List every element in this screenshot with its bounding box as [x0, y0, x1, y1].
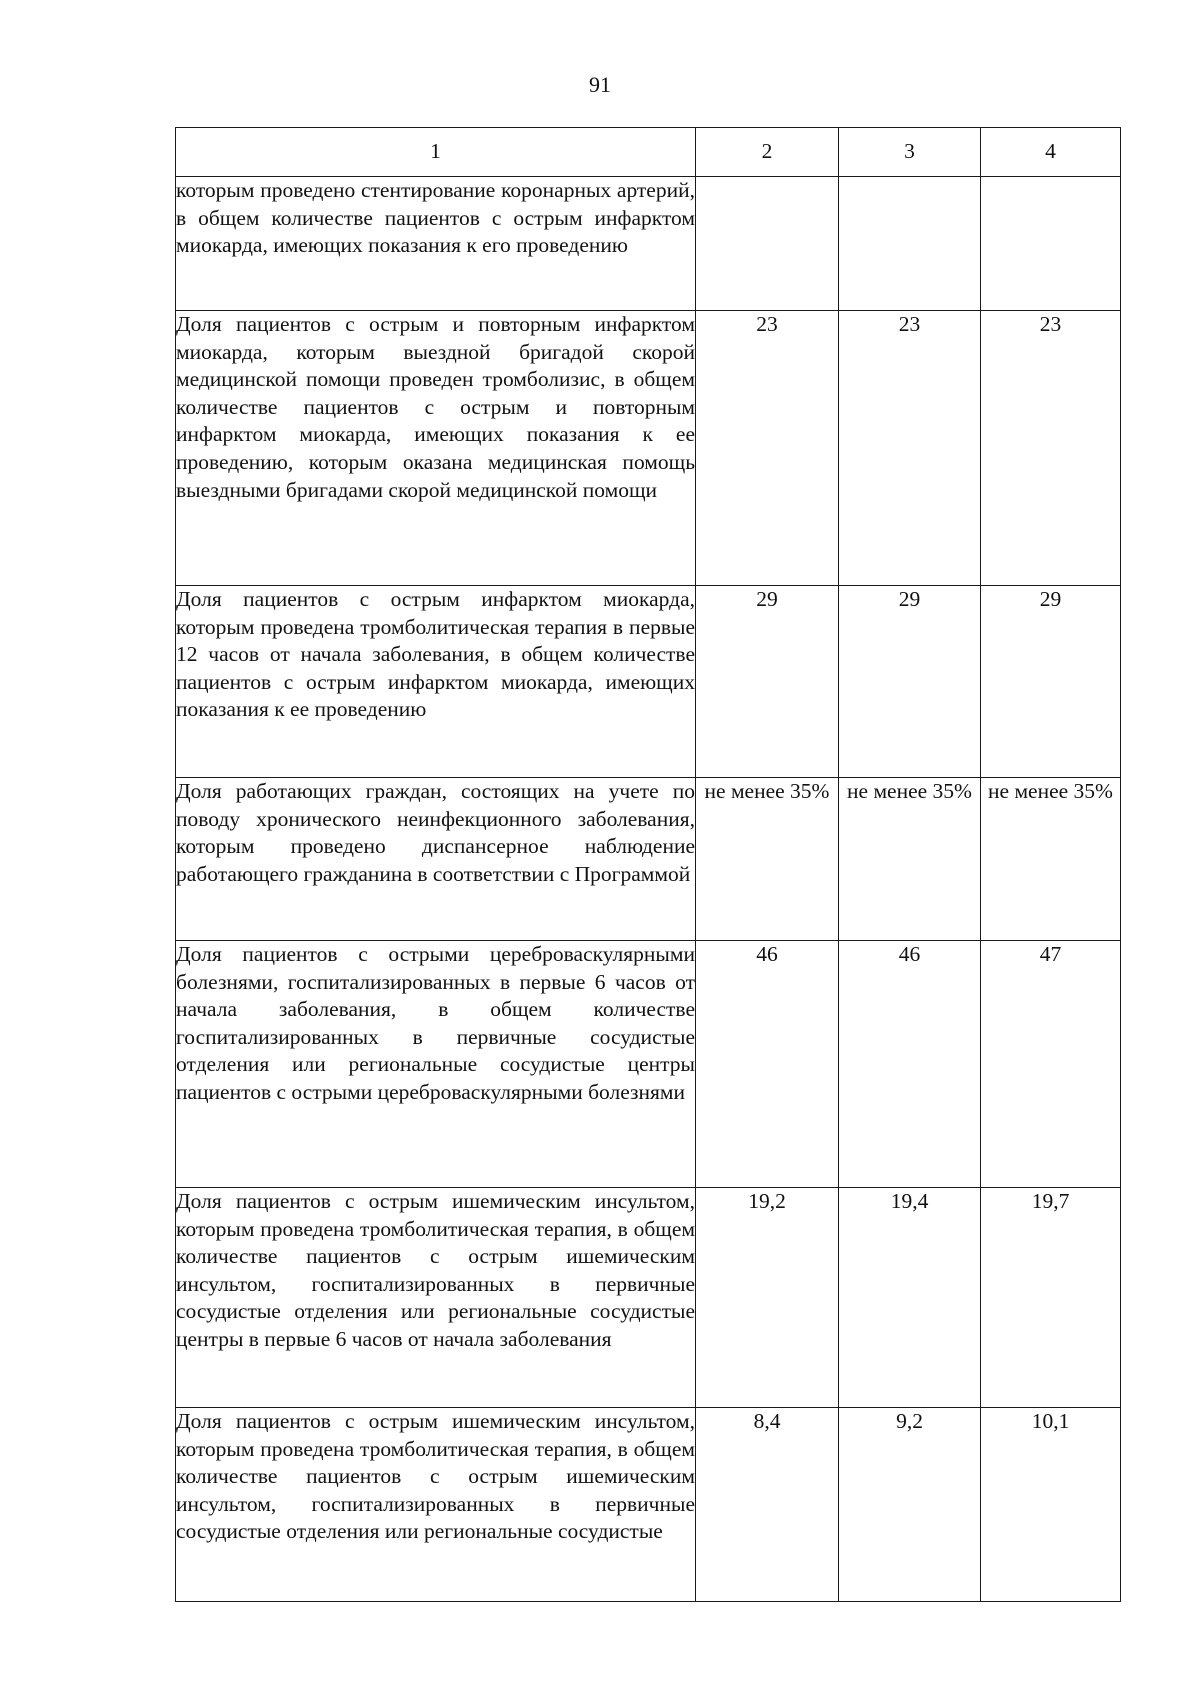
indicators-table: [175, 127, 1121, 1602]
indicator-description: Доля пациентов с острым ишемическим инсультом, которым проведена тромболитическая терапия, в общем количестве пациентов с острым ишемическим инсультом, госпитализированных в первичные сосудистые отделения или региональные сосудистые: [176, 1408, 696, 1602]
header-row: [176, 128, 1121, 177]
value-cell: 46: [839, 941, 981, 1188]
table-header: [176, 128, 1121, 177]
indicator-description: Доля пациентов с острым ишемическим инсультом, которым проведена тромболитическая терапия, в общем количестве пациентов с острым ишемическим инсультом, госпитализированных в первичные сосудистые отделения или региональные сосудистые центры в первые 6 часов от начала заболевания: [176, 1188, 696, 1408]
indicator-description: Доля пациентов с острым и повторным инфарктом миокарда, которым выездной бригадой скорой медицинской помощи проведен тромболизис, в общем количестве пациентов с острым и повторным инфарктом миокарда, имеющих показания к ее проведению, которым оказана медицинская помощь выездными бригадами скорой медицинской помощи: [176, 311, 696, 586]
table-row: [176, 177, 1121, 311]
value-cell: 23: [981, 311, 1121, 586]
table-row: [176, 1408, 1121, 1602]
column-header-1: 1: [176, 128, 696, 177]
value-cell: 10,1: [981, 1408, 1121, 1602]
column-header-4: 4: [981, 128, 1121, 177]
table-row: [176, 1188, 1121, 1408]
value-cell: [696, 177, 839, 311]
value-cell: 23: [696, 311, 839, 586]
table-body: [176, 177, 1121, 1602]
indicator-description: Доля пациентов с острым инфарктом миокарда, которым проведена тромболитическая терапия в первые 12 часов от начала заболевания, в общем количестве пациентов с острым инфарктом миокарда, имеющих показания к ее проведению: [176, 586, 696, 778]
indicator-description: Доля работающих граждан, состоящих на учете по поводу хронического неинфекционного заболевания, которым проведено диспансерное наблюдение работающего гражданина в соответствии с Программой: [176, 778, 696, 941]
value-cell: [839, 177, 981, 311]
value-cell: [981, 177, 1121, 311]
column-header-3: 3: [839, 128, 981, 177]
indicator-description: которым проведено стентирование коронарных артерий, в общем количестве пациентов с острым инфарктом миокарда, имеющих показания к его проведению: [176, 177, 696, 311]
table-row: [176, 778, 1121, 941]
value-cell: 47: [981, 941, 1121, 1188]
column-header-2: 2: [696, 128, 839, 177]
value-cell: не менее 35%: [696, 778, 839, 941]
value-cell: 8,4: [696, 1408, 839, 1602]
table-row: [176, 941, 1121, 1188]
page-number: 91: [589, 72, 611, 97]
table-row: [176, 586, 1121, 778]
value-cell: 19,4: [839, 1188, 981, 1408]
value-cell: 29: [839, 586, 981, 778]
value-cell: 19,2: [696, 1188, 839, 1408]
value-cell: 29: [981, 586, 1121, 778]
value-cell: 19,7: [981, 1188, 1121, 1408]
value-cell: 9,2: [839, 1408, 981, 1602]
indicator-description: Доля пациентов с острыми цереброваскулярными болезнями, госпитализированных в первые 6 часов от начала заболевания, в общем количестве госпитализированных в первичные сосудистые отделения или региональные сосудистые центры пациентов с острыми цереброваскулярными болезнями: [176, 941, 696, 1188]
value-cell: 46: [696, 941, 839, 1188]
value-cell: 29: [696, 586, 839, 778]
table-row: [176, 311, 1121, 586]
value-cell: не менее 35%: [839, 778, 981, 941]
value-cell: 23: [839, 311, 981, 586]
value-cell: не менее 35%: [981, 778, 1121, 941]
